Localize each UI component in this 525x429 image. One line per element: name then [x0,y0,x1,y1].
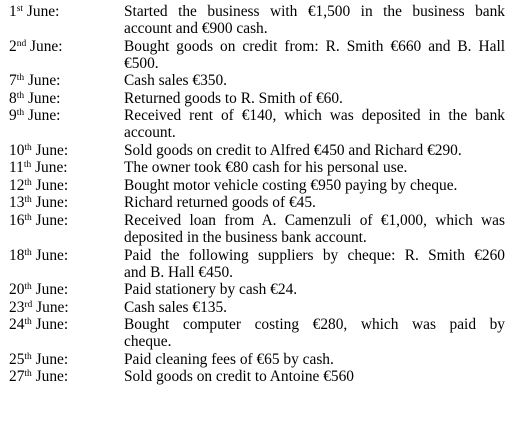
entry-date [9,159,68,176]
entry-description [124,194,505,211]
entry-description-line: Paid the following suppliers by cheque: R. Smith €260 [124,246,505,264]
entry-description-line: Started the business with €1,500 in the business bank [124,3,505,20]
entry-date-day: 1 [9,3,17,20]
entry-date [9,316,68,333]
entry-date-month: June: [31,368,69,386]
entry-date-suffix: th [16,90,25,101]
entry-description [124,212,505,246]
entry-date [9,212,68,229]
entry-date [9,281,68,298]
entry-description [124,142,505,159]
entry-description-line: The owner took €80 cash for his personal use. [124,159,408,177]
entry-description-line: and B. Hall €450. [124,263,234,281]
entry-date-month: June: [31,211,69,229]
entry-date-suffix: rd [24,299,33,310]
entry-description-line: Paid cleaning fees of €65 by cash. [124,350,334,368]
entry-date-month: June: [31,316,69,334]
entry-description [124,368,505,385]
entry-date-month: June: [31,246,69,264]
entry-date-suffix: th [24,142,32,153]
entry-date [9,351,68,368]
entry-date-suffix: th [16,73,25,84]
entry-description [124,3,505,37]
entry-date-day: 16 [9,211,25,229]
entry-date-suffix: th [24,247,32,258]
entry-date-day: 23 [9,298,25,316]
entry-date [9,3,59,20]
entry-date [9,368,68,385]
entry-date [9,194,68,211]
entry-date-suffix: th [24,317,32,328]
entry-date-month: June: [31,159,68,177]
entry-date-day: 2 [9,37,17,55]
entry-date-suffix: th [24,369,32,380]
entry-date-day: 12 [9,176,25,194]
entry-date [9,247,68,264]
entry-description-line: account and €900 cash. [124,20,268,37]
entry-date [9,72,60,89]
entry-date-suffix: th [24,351,32,362]
entry-description [124,177,505,194]
entry-date-month: June: [31,141,69,159]
entry-description [124,281,505,298]
entry-date-day: 25 [9,350,25,368]
entry-date-suffix: th [24,282,32,293]
entry-description-line: Received loan from A. Camenzuli of €1,000, which was [124,211,505,229]
entry-date-day: 24 [9,316,25,334]
entry-description-line: cheque. [124,333,172,351]
entry-description [124,107,505,141]
entry-date-day: 8 [9,89,17,107]
entry-description [124,316,505,350]
entry-description-line: Bought motor vehicle costing €950 paying by cheque. [124,176,458,194]
entry-date-month: June: [31,176,69,194]
entry-date-suffix: th [16,108,25,119]
entry-date-month: June: [32,298,69,316]
entry-description-line: Paid stationery by cash €24. [124,281,298,299]
entry-description [124,351,505,368]
entry-description-line: Returned goods to R. Smith of €60. [124,89,343,107]
entry-date-day: 7 [9,72,17,90]
entry-description-line: account. [124,124,176,142]
entry-date-month: June: [31,194,69,212]
entry-date [9,299,69,316]
entry-date-suffix: th [24,177,32,188]
entry-description [124,90,505,107]
entry-date-suffix: th [24,212,32,223]
entry-date [9,142,68,159]
entry-description-line: Richard returned goods of €45. [124,194,316,212]
entry-date-month: June: [31,281,69,299]
entry-date-day: 11 [9,159,24,177]
entry-description [124,247,505,281]
entry-date-suffix: th [24,195,32,206]
entry-description [124,38,505,72]
entry-description-line: deposited in the business bank account. [124,228,367,246]
entry-date-month: June: [23,3,60,20]
entry-date-day: 18 [9,246,25,264]
entry-description-line: Cash sales €350. [124,72,228,90]
entry-date-month: June: [31,350,69,368]
entry-description [124,72,505,89]
entry-date-day: 20 [9,281,25,299]
entry-date-day: 27 [9,368,25,386]
entry-description-line: Bought computer costing €280, which was paid by [124,316,505,334]
entry-date-month: June: [24,107,61,125]
entry-date [9,90,60,107]
entry-description-line: Received rent of €140, which was deposited in the bank [124,107,505,125]
entry-date-suffix: th [23,160,32,171]
entry-description-line: Bought goods on credit from: R. Smith €660 and B. Hall [124,37,505,55]
entry-date [9,38,63,55]
entry-description [124,159,505,176]
entry-description-line: Sold goods on credit to Alfred €450 and Richard €290. [124,141,462,159]
entry-date-month: June: [24,89,61,107]
entry-date-day: 9 [9,107,17,125]
entry-description-line: €500. [124,54,159,72]
entry-description-line: Sold goods on credit to Antoine €560 [124,368,354,386]
entry-date-suffix: st [16,4,24,14]
entry-date-day: 13 [9,194,25,212]
entry-date [9,177,68,194]
entry-date [9,107,60,124]
entry-date-month: June: [26,37,63,55]
entry-date-suffix: nd [16,38,27,49]
entry-description [124,299,505,316]
entry-description-line: Cash sales €135. [124,298,228,316]
entry-date-month: June: [24,72,61,90]
entry-date-day: 10 [9,141,25,159]
